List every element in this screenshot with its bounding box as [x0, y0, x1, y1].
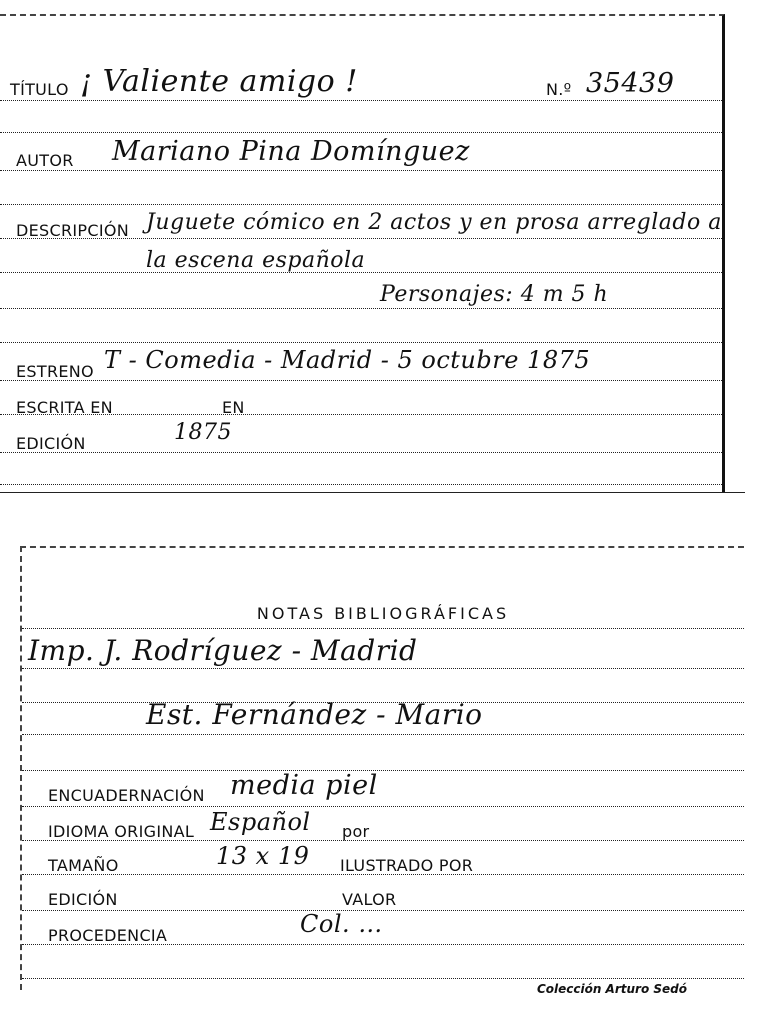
autor-label: AUTOR [16, 151, 74, 170]
numero-value: 35439 [586, 68, 675, 99]
catalog-card-bottom [20, 546, 744, 990]
edicion-label: EDICIÓN [16, 434, 86, 453]
idioma-label: IDIOMA ORIGINAL [48, 822, 195, 841]
rule [0, 100, 722, 101]
rule [22, 978, 744, 979]
procedencia-value: Col. … [300, 910, 383, 938]
rule [22, 770, 744, 771]
descripcion-line2: la escena española [146, 248, 366, 273]
collection-footer: Colección Arturo Sedó [536, 982, 687, 996]
descripcion-line1: Juguete cómico en 2 actos y en prosa arreglado a [146, 210, 722, 235]
rule [0, 484, 722, 485]
note-line2: Est. Fernández - Mario [146, 698, 483, 731]
descripcion-label: DESCRIPCIÓN [16, 221, 129, 240]
rule [22, 628, 744, 629]
numero-label: N.º [546, 80, 572, 99]
rule [0, 308, 722, 309]
rule [0, 132, 722, 133]
rule [0, 380, 722, 381]
edicion-value: 1875 [174, 420, 232, 445]
idioma-value: Español [210, 808, 311, 836]
procedencia-label: PROCEDENCIA [48, 926, 168, 945]
rule [0, 170, 722, 171]
tamano-label: TAMAÑO [48, 856, 119, 875]
estreno-value: T - Comedia - Madrid - 5 octubre 1875 [104, 346, 591, 374]
escrita-en-label: ESCRITA EN [16, 398, 113, 417]
rule [22, 910, 744, 911]
titulo-value: ¡ Valiente amigo ! [80, 64, 358, 99]
titulo-label: TÍTULO [10, 80, 69, 99]
valor-label: VALOR [342, 890, 397, 909]
autor-value: Mariano Pina Domínguez [112, 136, 470, 167]
encuadernacion-label: ENCUADERNACIÓN [48, 786, 205, 805]
en-label: EN [222, 398, 245, 417]
rule [0, 204, 722, 205]
notas-heading: NOTAS BIBLIOGRÁFICAS [256, 604, 510, 623]
descripcion-line3: Personajes: 4 m 5 h [380, 282, 609, 307]
card-edge [0, 492, 745, 493]
rule [0, 452, 722, 453]
note-line1: Imp. J. Rodríguez - Madrid [28, 634, 418, 667]
rule [22, 668, 744, 669]
catalog-card-top [0, 14, 725, 492]
rule [22, 806, 744, 807]
encuadernacion-value: media piel [230, 770, 378, 801]
edicion-label: EDICIÓN [48, 890, 118, 909]
estreno-label: ESTRENO [16, 362, 94, 381]
tamano-value: 13 x 19 [216, 842, 310, 870]
por-label: por [342, 822, 370, 841]
rule [22, 734, 744, 735]
rule [0, 342, 722, 343]
ilustrado-label: ILUSTRADO POR [340, 856, 474, 875]
